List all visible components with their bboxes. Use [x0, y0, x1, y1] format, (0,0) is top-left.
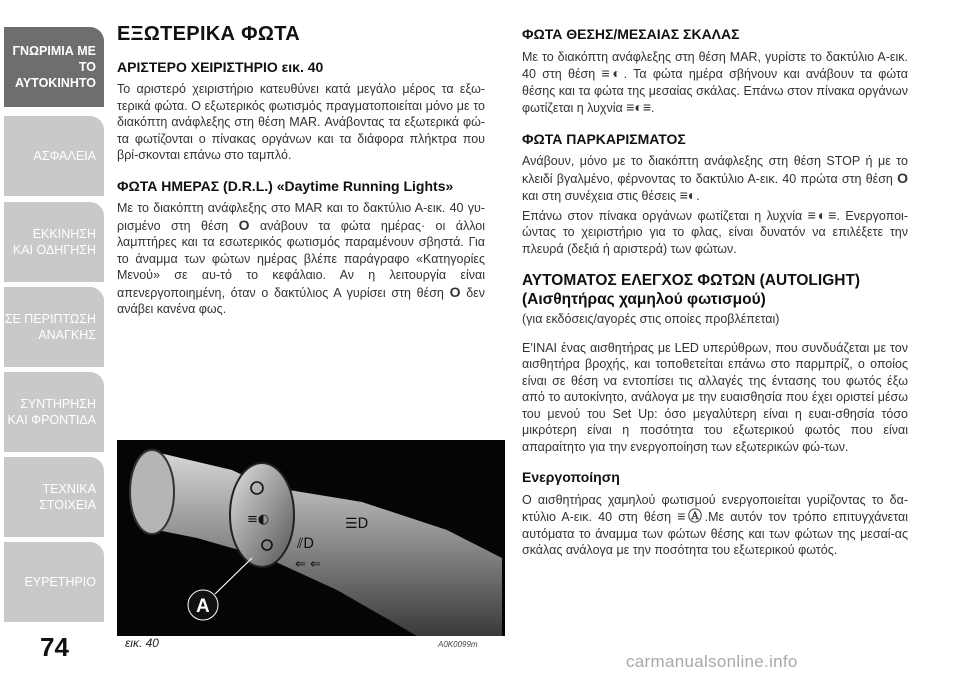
- position-lamp-icon: ≡◐≡: [626, 99, 652, 115]
- tab-label: ΤΕΧΝΙΚΑ ΣΤΟΙΧΕΙΑ: [39, 482, 96, 512]
- figure-code: A0K0099m: [438, 640, 478, 649]
- position-lamp-icon: ≡◐≡: [807, 206, 837, 223]
- tab-index[interactable]: [4, 542, 104, 622]
- flash-icon: ⇐ ⇐: [295, 557, 321, 572]
- section-heading-parking-lights: ΦΩΤΑ ΠΑΡΚΑΡΙΣΜΑΤΟΣ: [522, 130, 686, 147]
- paragraph-activation: Ο αισθητήρας χαμηλού φωτισμού ενεργοποιείται γυρίζοντας το δα-κτύλιο Α-εικ. 40 στη θέση ≡Ⓐ.Με αυτόν τον τρόπο επιτυγχάνεται αυτόματα το άναμμα των φώτων θέσης και των φώτων της μεσαί-ας σκάλας ανάλογα με την ποσότητα του εξωτερικού φωτός.: [522, 492, 909, 557]
- parking-icon: ≡◐: [247, 512, 270, 527]
- tab-label: ΣΕ ΠΕΡΙΠΤΩΣΗ ΑΝΑΓΚΗΣ: [4, 312, 96, 342]
- paragraph-autolight: Ε'ΙΝΑΙ ένας αισθητήρας με LED υπερύθρων, που συνδυάζεται με τον αισθητήρα βροχής, και τοποθετείται επάνω στο παρμπρίζ, ο οποίος είναι σε θέση να εντοπίσει τις αλλαγές της έντασης του φωτός έξω από το αυτοκίνητο, ανάλογα με την ευαισθησία που έχει οριστεί μέσω του μενού του Set Up: όσο μεγαλύτερη είναι η ευαι-σθησία τόσο μικρότερη είναι η ποσότητα του εξωτερικού φωτός που είναι απαραίτητο για την ενεργοποίηση των εξωτερικών φώ-των.: [522, 340, 908, 454]
- high-beam-icon: ☰D: [345, 516, 369, 532]
- stalk-tip: [130, 450, 174, 534]
- watermark: carmanualsonline.info: [626, 652, 798, 671]
- paragraph-parking-warning: Επάνω στον πίνακα οργάνων φωτίζεται η λυχνία ≡◐≡. Ενεργοποι-ώντας το χειριστήριο για το φλας, είναι δυνατόν να επιλέξετε την πλευρά (δεξιά ή αριστερά) των φώτων.: [522, 206, 908, 256]
- light-stalk-illustration: [117, 440, 505, 636]
- page-title: ΕΞΩΤΕΡΙΚΑ ΦΩΤΑ: [117, 23, 300, 45]
- section-heading-drl: ΦΩΤΑ ΗΜΕΡΑΣ (D.R.L.) «Daytime Running Lights»: [117, 177, 454, 194]
- right-column: [522, 26, 908, 573]
- chapter-sidebar: [0, 0, 104, 677]
- figure-caption: εικ. 40: [125, 636, 159, 650]
- autolight-subtitle: (για εκδόσεις/αγορές στις οποίες προβλέπεται): [522, 312, 780, 326]
- off-position-symbol: O: [238, 216, 250, 233]
- section-heading-activation: Ενεργοποίηση: [522, 469, 620, 485]
- section-heading-left-switch: ΑΡΙΣΤΕΡΟ ΧΕΙΡΙΣΤΗΡΙΟ εικ. 40: [117, 58, 324, 75]
- off-position-symbol: O: [897, 169, 908, 186]
- paragraph-left-switch: Το αριστερό χειριστήριο κατευθύνει κατά μεγάλο μέρος τα εξω-τερικά φώτα. Ο εξωτερικός φωτισμός πραγματοποιείται μόνο με το διακόπτη ανάφλεξης στη θέση MAR. Ανάβοντας τα εξωτερικά φώ-τα φωτίζονται ο πίνακας οργάνων και τα διάφορα πλήκτρα που βρί-σκονται επάνω στο ταμπλό.: [117, 82, 485, 162]
- figure-label: A: [196, 596, 210, 617]
- tab-safety[interactable]: [4, 116, 104, 196]
- tab-emergency[interactable]: [4, 287, 104, 367]
- tab-maintenance[interactable]: [4, 372, 104, 452]
- off-position-symbol: O: [449, 283, 461, 300]
- paragraph-drl: Με το διακόπτη ανάφλεξης στο MAR και το δακτύλιο Α-εικ. 40 γυ-ρισμένο στη θέση O ανάβουν τα φώτα ημέρας· οι άλλοι λαμπτήρες και τα εσωτερικός φωτισμός παραμένουν σβηστά. Για το άναμμα των φώτων ημέρας βλέπε παράγραφο «Κατηγορίες Μενού» σε αυ-τό το κεφάλαιο. Αν η λειτουργία είναι απενεργοποιημένη, όταν ο δακτύλιος Α γυρίσει στη θέση O δεν ανάβει κανένα φως.: [117, 201, 485, 316]
- paragraph-parking-lights: Ανάβουν, μόνο με το διακόπτη ανάφλεξης στη θέση STOP ή με το κλειδί βγαλμένο, φέρνοντας το δακτύλιο Α-εικ. 40 πρώτα στη θέση O και στη συνέχεια στις θέσεις ≡◐.: [522, 154, 908, 203]
- tab-label: ΣΥΝΤΗΡΗΣΗ ΚΑΙ ΦΡΟΝΤΙΔΑ: [7, 397, 96, 427]
- stalk-figure: [117, 440, 505, 636]
- tab-technical-data[interactable]: [4, 457, 104, 537]
- position-lights-icon: ≡◐: [601, 65, 624, 81]
- auto-mode-icon: ≡Ⓐ: [677, 508, 705, 524]
- tab-getting-to-know[interactable]: [4, 27, 104, 107]
- position-lights-icon: ≡◐: [679, 187, 697, 203]
- tab-label: ΕΥΡΕΤΗΡΙΟ: [24, 575, 96, 589]
- section-heading-position-lights: ΦΩΤΑ ΘΕΣΗΣ/ΜΕΣΑΙΑΣ ΣΚΑΛΑΣ: [522, 26, 740, 42]
- tab-label: ΑΣΦΑΛΕΙΑ: [33, 149, 96, 163]
- tab-label: ΓΝΩΡΙΜΙΑ ΜΕ ΤΟ ΑΥΤΟΚΙΝΗΤΟ: [12, 44, 96, 90]
- paragraph-position-lights: Με το διακόπτη ανάφλεξης στη θέση MAR, γυρίστε το δακτύλιο Α-εικ. 40 στη θέση ≡◐. Τα φώτα ημέρα σβήνουν και ανάβουν τα φώτα θέσης και τα φώτα της μεσαίας σκάλας. Επάνω στον πίνακα οργάνων φωτίζεται η λυχνία ≡◐≡.: [522, 49, 908, 115]
- left-column: [117, 23, 485, 332]
- dipped-beam-icon: ⫽D: [297, 536, 315, 552]
- page-number: 74: [40, 632, 69, 662]
- tab-label: ΕΚΚΙΝΗΣΗ ΚΑΙ ΟΔΗΓΗΣΗ: [12, 227, 96, 257]
- section-heading-autolight: ΑΥΤΟΜΑΤΟΣ ΕΛΕΓΧΟΣ ΦΩΤΩΝ (AUTOLIGHT) (Αισθητήρας χαμηλού φωτισμού): [522, 272, 861, 308]
- tab-starting-driving[interactable]: [4, 202, 104, 282]
